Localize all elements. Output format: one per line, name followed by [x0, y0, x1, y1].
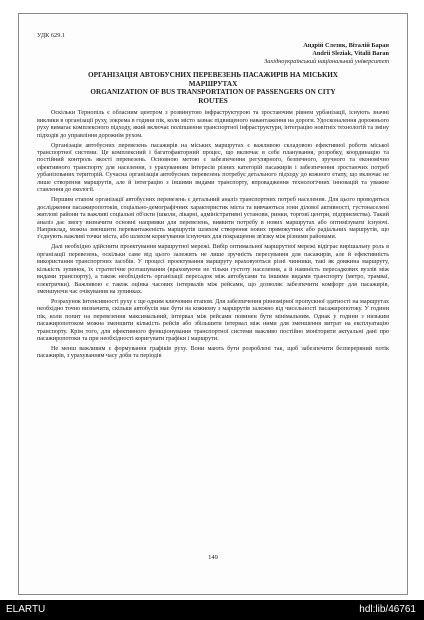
- page-content: [37, 32, 389, 361]
- author-affiliation: Західноукраїнський національний університет: [264, 58, 389, 65]
- authors-ukrainian: Андрій Слезяк, Віталій Баран: [303, 42, 389, 49]
- title-en-line-1: ORGANIZATION OF BUS TRANSPORTATION OF PASSENGERS ON CITY: [90, 88, 336, 97]
- body-paragraph-3: Першим етапом організації автобусних перевезень є детальний аналіз транспортних потреб населення. Для цього проводяться дослідження пасажиропотоків, соціально-демографічних характеристик міста та вивчаються зони ділової активності, густонаселені житлові райони та важливі соціальні об'єкти (школи, лікарні, адміністративні установи, ринки, торгові центри, підприємства). Такий аналіз дає змогу визначити основні напрямки для перевезень, виявити потребу в нових маршрутах або оптимізувати існуючі. Наприклад, можна зменшити перевантаженість маршрутів шляхом створення нових прямокутних або радіальних маршрутів, що з'єднують важливі точки міста, або шляхом коригування існуючих для покращення зв'язку між різними районами.: [37, 197, 389, 241]
- article-body: [37, 110, 389, 360]
- udk-code: УДК 629.1: [37, 32, 66, 39]
- repository-name: ELARTU: [6, 604, 46, 615]
- handle-identifier: hdl:lib/46761: [359, 604, 416, 615]
- body-paragraph-5: Розрахунок інтенсивності руху є ще одним ключовим етапом. Для забезпечення рівномірної пропускної здатності на маршрутах необхідно точно визначити, скільки автобусів має бути на кожному з маршрутів залежно від чисельності пасажиропотоку. У години пік, коли попит на перевезення максимальний, інтервал між рейсами повинен бути мінімальним. Однак у години з низьким пасажиропотоком можна зменшити кількість рейсів або збільшити інтервал між ними для зменшення витрат на експлуатацію транспорту. Крім того, для ефективного функціонування транспортної системи важливо постійно моніторити актуальні дані про пасажиропотоки та при необхідності коригувати графіки і маршрути.: [37, 298, 389, 343]
- body-paragraph-1: Оскільки Тернопіль є обласним центром з розвинутою інфраструктурою та зростаючим рівнем урбанізації, існують значні виклики в організації руху, зокрема в години пік, коли місто зазнає підвищеного навантаження на дороги. Удосконалення дорожнього руху вимагає комплексного підходу, який включає поліпшення транспортної інфраструктури, інтеграцію новітніх технологій та зміну підходів до управління дорожнім рухом.: [37, 110, 389, 139]
- title-ua-line-2: МАРШРУТАХ: [188, 79, 238, 88]
- document-page: [18, 13, 408, 595]
- article-title: [37, 71, 389, 105]
- repository-footer-bar: [0, 600, 424, 620]
- title-en-line-2: ROUTES: [198, 96, 228, 105]
- body-paragraph-2: Організація автобусних перевезень пасажирів на міських маршрутах є важливою складовою ефективної роботи міської транспортної системи. Це комплексний і багатофакторний процес, що включає в себе планування, розробку, координацію та постійний контроль якості перевезень. Основною метою є забезпечення регулярного, безпечного, зручного та економічно ефективного транспорту для населення, з урахуванням інтересів різних категорій пасажирів і забезпечення зростаючих потреб урбанізованих територій. Сучасна організація автобусних перевезень потребує детального підходу до кожного етапу, що включає не лише створення маршрутів, але й інтеграцію з іншими видами транспорту, впровадження технологічних інновацій та уважне ставлення до екології.: [37, 142, 389, 194]
- body-paragraph-6: Не менш важливим є формування графіків руху. Вони мають бути розроблені так, щоб забезпечити безперервний потік пасажирів, з урахуванням часу доби та періодів: [37, 345, 389, 360]
- body-paragraph-4: Далі необхідно здійснити проектування маршрутної мережі. Вибір оптимальної маршрутної мережі відіграє вирішальну роль в організації перевезень, оскільки саме від цього залежить не лише зручність пересування для пасажирів, але й ефективність використання транспортних засобів. У процесі проектування маршруту враховуються різні чинники, такі як довжина маршруту, кількість зупинок, їх стратегічне розташування (враховуючи не тільки густоту населення, а й наявність пересадкових вузлів між видами транспорту), а також необхідність організації пересадок між автобусами та іншими видами транспорту (метро, трамваї, електрички). Важливою є також оцінка часових інтервалів між рейсами, що дозволяє забезпечити комфорт для пасажирів, зменшуючи час очікування на зупинках.: [37, 244, 389, 295]
- title-ua-line-1: ОРГАНІЗАЦІЯ АВТОБУСНИХ ПЕРЕВЕЗЕНЬ ПАСАЖИРІВ НА МІСЬКИХ: [87, 71, 338, 79]
- authors-english: Andrii Sleziak, Vitalii Baran: [312, 50, 389, 57]
- page-number: 149: [208, 554, 218, 561]
